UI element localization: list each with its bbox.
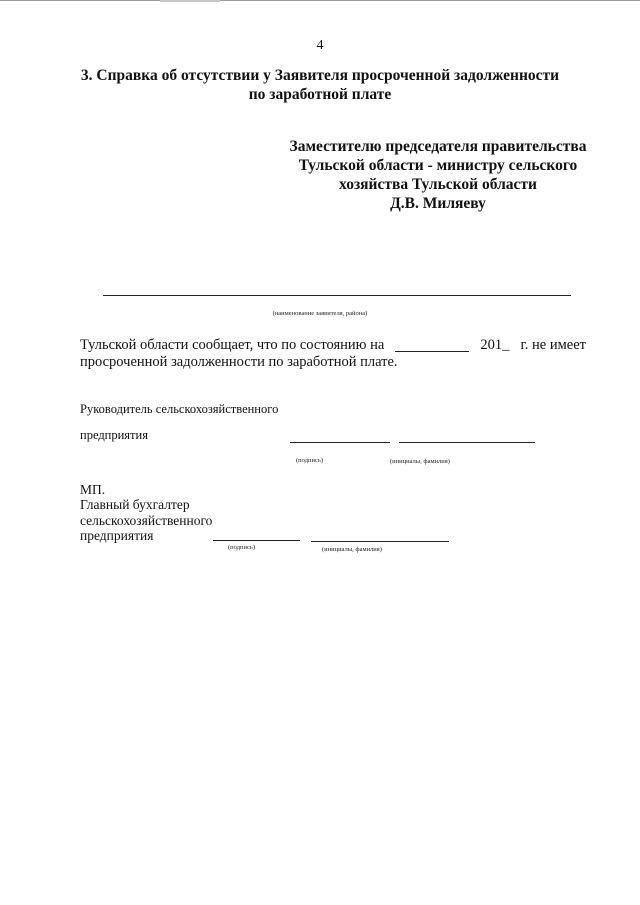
statement-part-1: Тульской области сообщает, что по состоянию на (80, 337, 385, 353)
chief-accountant-line-3: предприятия (80, 528, 154, 543)
accountant-initials-line[interactable] (311, 541, 449, 542)
head-signature-caption: (подпись) (296, 457, 323, 464)
head-initials-caption: (инициалы, фамилия) (390, 458, 450, 465)
addressee-line-4: Д.В. Миляеву (390, 195, 486, 212)
head-signature-line[interactable] (290, 442, 390, 443)
page-number: 4 (316, 38, 324, 53)
addressee-line-2: Тульской области - министру сельского (298, 157, 578, 174)
statement-text (80, 337, 586, 371)
accountant-signature-caption: (подпись) (228, 544, 255, 551)
date-blank-field[interactable] (395, 337, 469, 352)
chief-accountant-line-2: сельскохозяйственного (80, 513, 213, 528)
addressee-line-3: хозяйства Тульской области (339, 176, 537, 193)
head-label-line-2: предприятия (80, 428, 148, 442)
scan-top-mark (160, 0, 220, 2)
applicant-name-caption: (наименование заявителя, района) (272, 310, 368, 317)
statement-line-1 (80, 337, 586, 354)
statement-part-2: г. не имеет (520, 337, 586, 353)
scan-top-edge (0, 0, 640, 1)
accountant-signature-line[interactable] (213, 540, 300, 541)
stamp-label: МП. (80, 482, 106, 497)
head-label-line-1: Руководитель сельскохозяйственного (80, 402, 279, 416)
title-line-2: по заработной плате (248, 86, 392, 103)
title-line-1: 3. Справка об отсутствии у Заявителя просроченной задолженности (80, 67, 560, 84)
head-initials-line[interactable] (399, 442, 535, 443)
chief-accountant-line-1: Главный бухгалтер (80, 497, 190, 512)
document-title (40, 66, 600, 104)
addressee-block (270, 137, 606, 213)
statement-year: 201_ (480, 337, 510, 353)
statement-line-2: просроченной задолженности по заработной плате. (80, 354, 398, 370)
addressee-line-1: Заместителю председателя правительства (289, 138, 587, 155)
accountant-initials-caption: (инициалы, фамилия) (322, 546, 382, 553)
applicant-name-line[interactable] (103, 295, 571, 296)
